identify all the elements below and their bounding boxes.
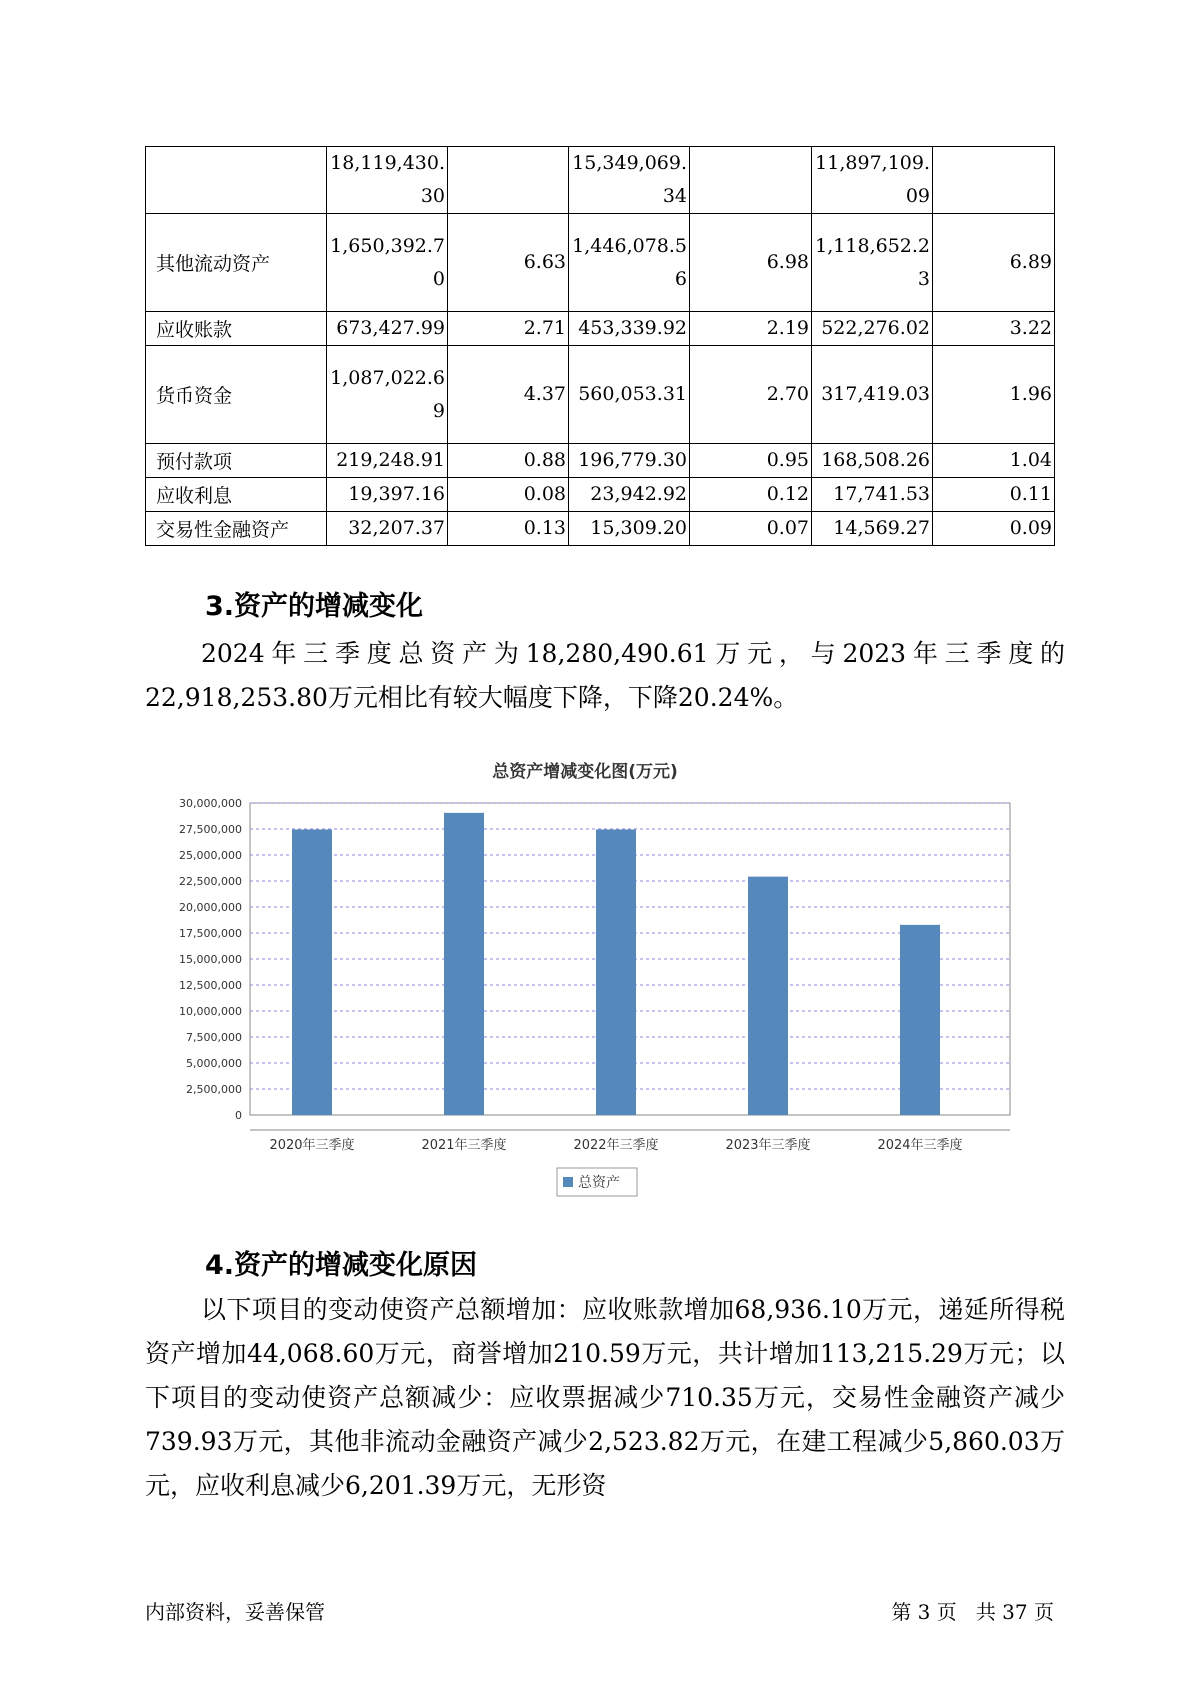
percent-cell: 4.37 [448,346,569,444]
table-row [146,147,1055,214]
row-label [146,147,327,214]
row-label: 交易性金融资产 [146,512,327,546]
percent-cell: 2.71 [448,312,569,346]
y-tick-label: 30,000,000 [179,797,242,810]
y-tick-label: 12,500,000 [179,979,242,992]
row-label: 应收账款 [146,312,327,346]
x-axis-ticks [269,1137,962,1153]
total-assets-bar-chart [145,745,1025,1215]
percent-cell: 1.96 [933,346,1055,444]
y-tick-label: 2,500,000 [186,1083,242,1096]
y-tick-label: 22,500,000 [179,875,242,888]
row-label: 预付款项 [146,444,327,478]
x-tick-label: 2024年三季度 [877,1138,963,1153]
amount-cell: 1,087,022.69 [327,346,448,444]
percent-cell: 0.88 [448,444,569,478]
row-label: 应收利息 [146,478,327,512]
table-row [146,478,1055,512]
y-tick-label: 5,000,000 [186,1057,242,1070]
row-label: 其他流动资产 [146,214,327,312]
amount-cell: 522,276.02 [812,312,933,346]
y-tick-label: 15,000,000 [179,953,242,966]
x-tick-label: 2023年三季度 [725,1138,811,1153]
asset-structure-table [145,146,1055,546]
section-3-paragraph: 2024年三季度总资产为18,280,490.61万元，与2023年三季度的22,918,253.80万元相比有较大幅度下降，下降20.24%。 [145,639,1065,712]
table-row [146,214,1055,312]
x-tick-label: 2020年三季度 [269,1138,355,1153]
percent-cell: 6.89 [933,214,1055,312]
amount-cell: 168,508.26 [812,444,933,478]
amount-cell: 1,650,392.70 [327,214,448,312]
legend-label: 总资产 [578,1175,620,1191]
amount-cell: 1,118,652.23 [812,214,933,312]
percent-cell: 2.70 [690,346,812,444]
table-row [146,512,1055,546]
row-label: 货币资金 [146,346,327,444]
y-tick-label: 10,000,000 [179,1005,242,1018]
percent-cell [933,147,1055,214]
amount-cell: 196,779.30 [569,444,690,478]
percent-cell: 0.95 [690,444,812,478]
table-row [146,346,1055,444]
table-row [146,444,1055,478]
percent-cell [448,147,569,214]
amount-cell: 15,349,069.34 [569,147,690,214]
percent-cell: 3.22 [933,312,1055,346]
legend [557,1168,637,1196]
y-tick-label: 20,000,000 [179,901,242,914]
percent-cell [690,147,812,214]
section-4-heading: 4.资产的增减变化原因 [205,1250,478,1281]
percent-cell: 0.08 [448,478,569,512]
amount-cell: 219,248.91 [327,444,448,478]
table-body [146,147,1055,546]
bar [748,877,788,1115]
percent-cell: 2.19 [690,312,812,346]
amount-cell: 18,119,430.30 [327,147,448,214]
footer-confidential-note: 内部资料，妥善保管 [145,1600,325,1624]
amount-cell: 15,309.20 [569,512,690,546]
amount-cell: 560,053.31 [569,346,690,444]
percent-cell: 0.09 [933,512,1055,546]
chart-title: 总资产增减变化图(万元) [492,762,678,782]
legend-swatch [563,1177,573,1187]
y-tick-label: 27,500,000 [179,823,242,836]
bar [444,813,484,1115]
y-tick-label: 0 [235,1109,242,1122]
percent-cell: 1.04 [933,444,1055,478]
amount-cell: 453,339.92 [569,312,690,346]
amount-cell: 1,446,078.56 [569,214,690,312]
section-4-paragraph: 以下项目的变动使资产总额增加：应收账款增加68,936.10万元，递延所得税资产增加44,068.60万元，商誉增加210.59万元，共计增加113,215.29万元；以下项目的变动使资产总额减少：应收票据减少710.35万元，交易性金融资产减少739.93万元，其他非流动金融资产减少2,523.82万元，在建工程减少5,860.03万元，应收利息减少6,201.39万元，无形资 [145,1295,1065,1500]
y-axis-ticks [179,797,242,1122]
percent-cell: 0.12 [690,478,812,512]
bar [292,830,332,1115]
amount-cell: 14,569.27 [812,512,933,546]
percent-cell: 0.07 [690,512,812,546]
y-tick-label: 25,000,000 [179,849,242,862]
amount-cell: 23,942.92 [569,478,690,512]
x-tick-label: 2022年三季度 [573,1138,659,1153]
amount-cell: 673,427.99 [327,312,448,346]
bar [900,925,940,1115]
footer-page-number: 第 3 页 共 37 页 [891,1600,1054,1624]
table-row [146,312,1055,346]
x-tick-label: 2021年三季度 [421,1138,507,1153]
percent-cell: 0.11 [933,478,1055,512]
bar [596,830,636,1115]
percent-cell: 0.13 [448,512,569,546]
percent-cell: 6.98 [690,214,812,312]
amount-cell: 11,897,109.09 [812,147,933,214]
amount-cell: 32,207.37 [327,512,448,546]
amount-cell: 19,397.16 [327,478,448,512]
amount-cell: 317,419.03 [812,346,933,444]
percent-cell: 6.63 [448,214,569,312]
y-tick-label: 17,500,000 [179,927,242,940]
amount-cell: 17,741.53 [812,478,933,512]
section-3-heading: 3.资产的增减变化 [205,591,424,622]
y-tick-label: 7,500,000 [186,1031,242,1044]
